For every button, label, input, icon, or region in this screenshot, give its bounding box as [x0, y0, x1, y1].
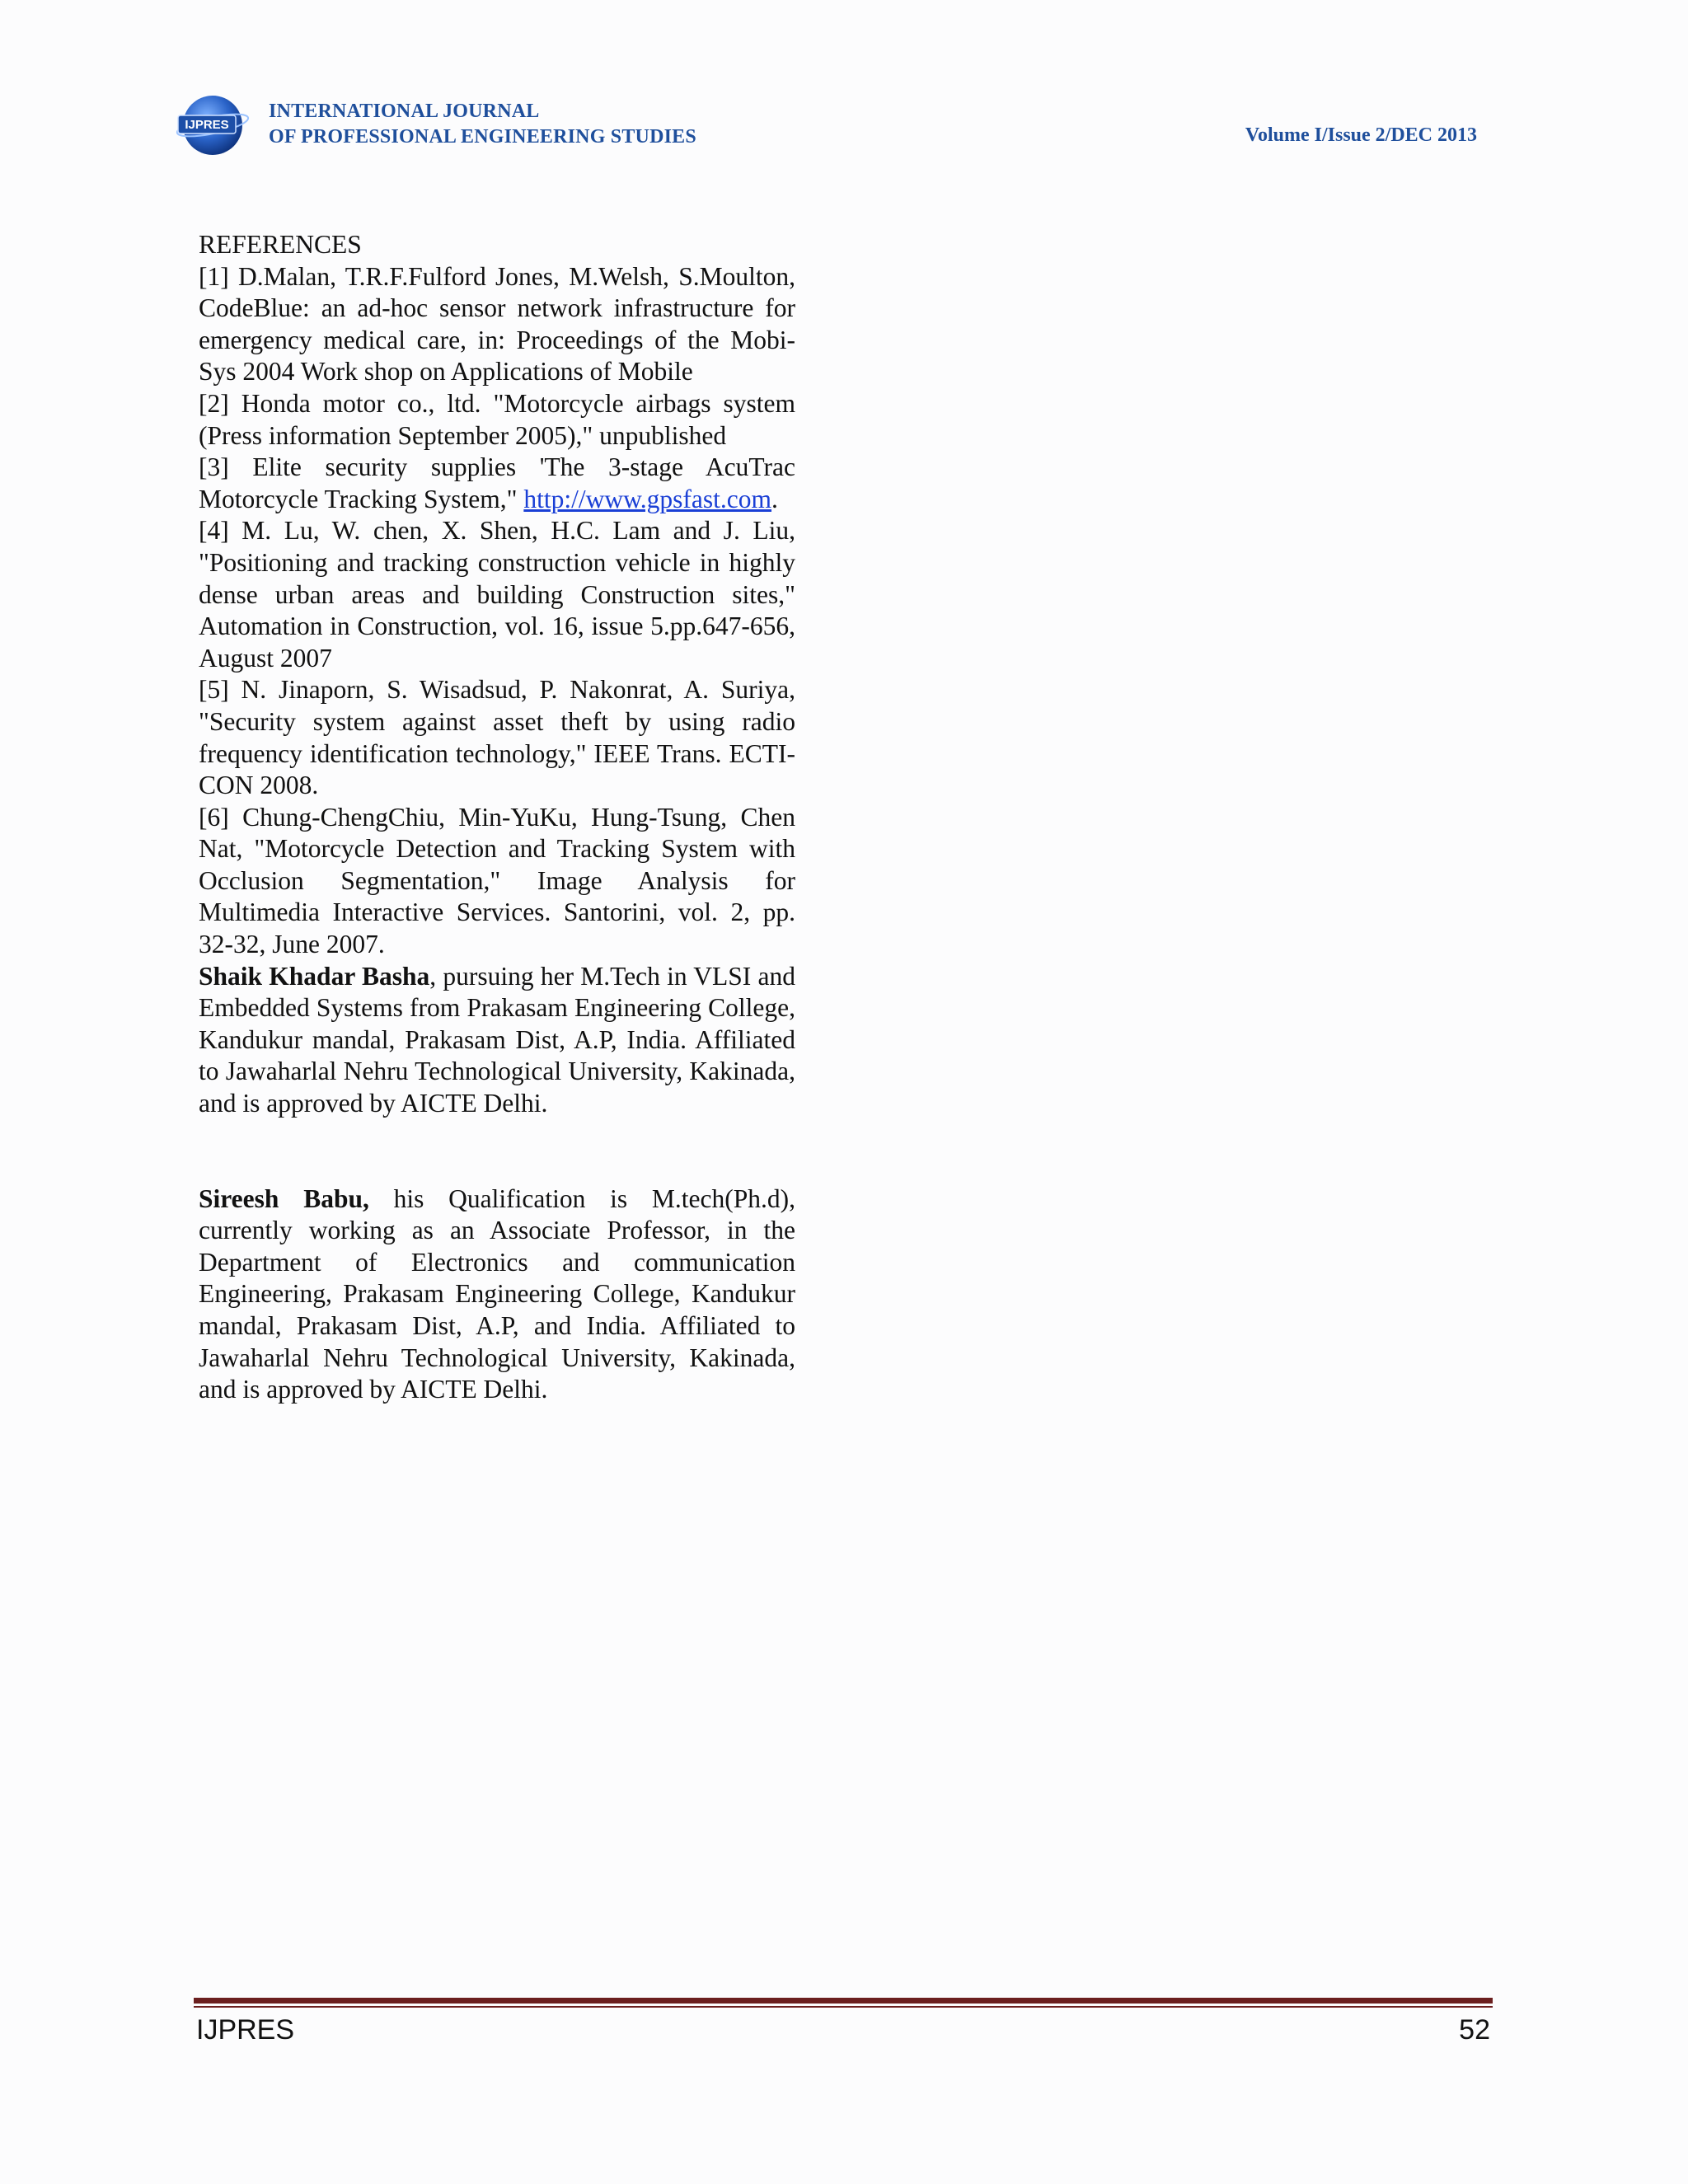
reference-2: [2] Honda motor co., ltd. "Motorcycle airbags system (Press information September 2005)," unpublished: [199, 388, 795, 450]
volume-issue: Volume I/Issue 2/DEC 2013: [1245, 124, 1477, 146]
reference-3: [199, 452, 795, 515]
page-number: 52: [1459, 2014, 1490, 2046]
author-bio-2-text: his Qualification is M.tech(Ph.d), currently working as an Associate Professor, in the Department of Electronics and communication Engineering, Prakasam Engineering College, Kandukur mandal, Prakasam Dist, A.P, and India. Affiliated to Jawaharlal Nehru Technological University, Kakinada, and is approved by AICTE Delhi.: [199, 1183, 795, 1404]
reference-3-tail: .: [771, 484, 778, 513]
reference-6: [6] Chung-ChengChiu, Min-YuKu, Hung-Tsung, Chen Nat, "Motorcycle Detection and Tracking System with Occlusion Segmentation," Image Analysis for Multimedia Interactive Services. Santorini, vol. 2, pp. 32-32, June 2007.: [199, 802, 795, 959]
reference-5: [5] N. Jinaporn, S. Wisadsud, P. Nakonrat, A. Suriya, "Security system against asset theft by using radio frequency identification technology," IEEE Trans. ECTI-CON 2008.: [199, 675, 795, 800]
globe-logo-icon: [171, 92, 251, 158]
journal-logo: [171, 92, 251, 158]
footer-journal-abbrev: IJPRES: [196, 2014, 295, 2046]
references-heading: REFERENCES: [199, 230, 362, 259]
spacer: [199, 1120, 795, 1183]
reference-4: [4] M. Lu, W. chen, X. Shen, H.C. Lam and J. Liu, "Positioning and tracking construction vehicle in highly dense urban areas and building Construction sites," Automation in Construction, vol. 16, issue 5.pp.647-656, August 2007: [199, 516, 795, 673]
author-name-1: Shaik Khadar Basha: [199, 961, 430, 991]
author-bio-1: [199, 961, 795, 1120]
author-bio-2: [199, 1183, 795, 1406]
footer-rule-thick: [194, 1998, 1493, 2004]
svg-text:IJPRES: IJPRES: [185, 118, 229, 132]
footer-rule-thin: [194, 2006, 1493, 2008]
journal-title-line2: OF PROFESSIONAL ENGINEERING STUDIES: [269, 126, 696, 148]
author-name-2: Sireesh Babu,: [199, 1183, 369, 1213]
reference-3-link[interactable]: http://www.gpsfast.com: [523, 484, 772, 513]
text-column: [199, 229, 795, 1406]
journal-title-line1: INTERNATIONAL JOURNAL: [269, 101, 540, 122]
reference-3-text: [3] Elite security supplies 'The 3-stage AcuTrac Motorcycle Tracking System,": [199, 452, 795, 513]
journal-title: [269, 99, 696, 150]
author-bio-1-text: , pursuing her M.Tech in VLSI and Embedded Systems from Prakasam Engineering College, Kandukur mandal, Prakasam Dist, A.P, India. Affiliated to Jawaharlal Nehru Technological University, Kakinada, and is approved by AICTE Delhi.: [199, 961, 795, 1118]
reference-1: [1] D.Malan, T.R.F.Fulford Jones, M.Welsh, S.Moulton, CodeBlue: an ad-hoc sensor network infrastructure for emergency medical care, in: Proceedings of the Mobi-Sys 2004 Work shop on Applications of Mobile: [199, 261, 795, 387]
